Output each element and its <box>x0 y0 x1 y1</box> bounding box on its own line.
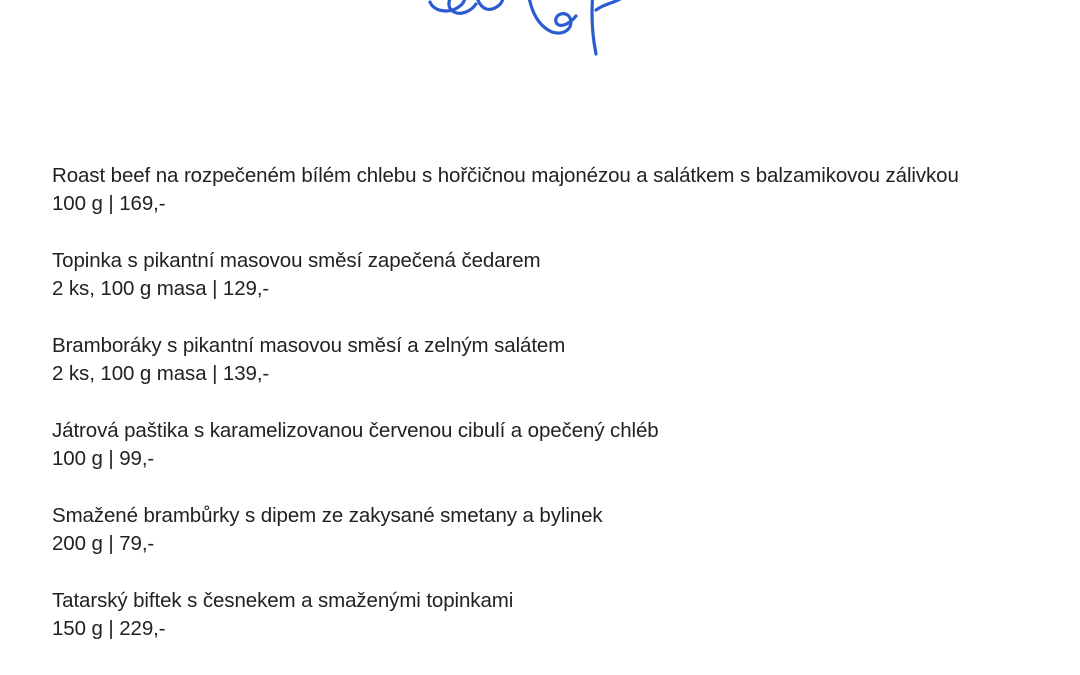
menu-item-detail: 200 g | 79,- <box>52 532 155 555</box>
menu-list <box>52 162 1032 672</box>
menu-item-name: Smažené brambůrky s dipem ze zakysané smetany a bylinek <box>52 504 603 527</box>
menu-item-detail: 100 g | 169,- <box>52 192 166 215</box>
menu-item-detail: 100 g | 99,- <box>52 447 155 470</box>
menu-item-detail: 2 ks, 100 g masa | 129,- <box>52 277 270 300</box>
menu-item <box>52 247 1032 303</box>
menu-item-detail: 2 ks, 100 g masa | 139,- <box>52 362 270 385</box>
menu-item <box>52 162 1032 218</box>
menu-item-name: Tatarský biftek s česnekem a smaženými topinkami <box>52 589 514 612</box>
menu-item <box>52 587 1032 643</box>
script-heading-logo <box>420 0 660 60</box>
menu-item-name: Topinka s pikantní masovou směsí zapečená čedarem <box>52 249 541 272</box>
menu-item-detail: 150 g | 229,- <box>52 617 166 640</box>
menu-item <box>52 332 1032 388</box>
menu-item-name: Bramboráky s pikantní masovou směsí a zelným salátem <box>52 334 566 357</box>
menu-item-name: Roast beef na rozpečeném bílém chlebu s hořčičnou majonézou a salátkem s balzamikovou zálivkou <box>52 164 959 187</box>
menu-item <box>52 417 1032 473</box>
menu-item-name: Játrová paštika s karamelizovanou červenou cibulí a opečený chléb <box>52 419 659 442</box>
menu-item <box>52 502 1032 558</box>
